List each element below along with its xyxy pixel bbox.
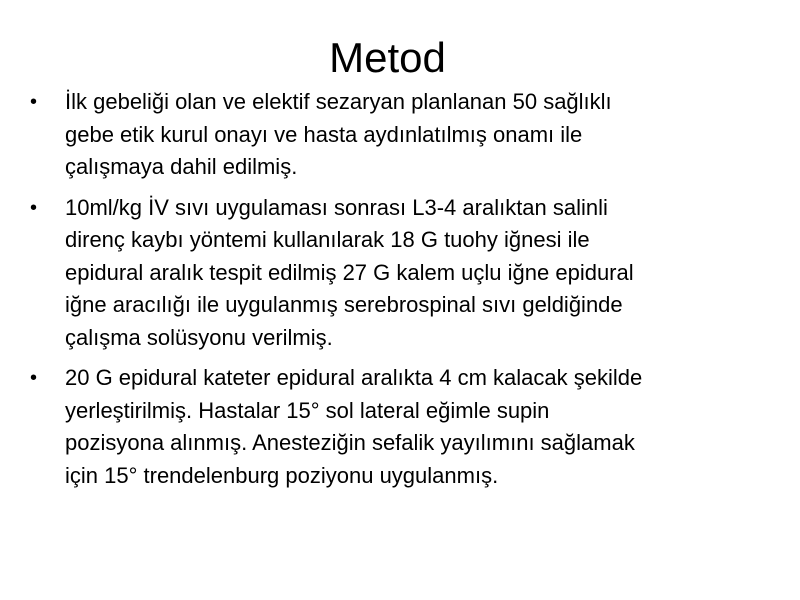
bullet-dot-icon: • — [30, 196, 38, 219]
bullet-item-2 — [30, 192, 780, 355]
bullet-line: çalışmaya dahil edilmiş. — [65, 154, 298, 179]
bullet-line: pozisyona alınmış. Anesteziğin sefalik yayılımını sağlamak — [65, 430, 635, 455]
slide-title: Metod — [329, 34, 446, 81]
bullet-dot-icon: • — [30, 91, 38, 113]
bullet-line: iğne aracılığı ile uygulanmış serebrospinal sıvı geldiğinde — [65, 292, 623, 317]
bullet-list — [30, 86, 780, 500]
bullet-item-3 — [30, 362, 780, 492]
bullet-item-1 — [30, 86, 780, 184]
bullet-line: gebe etik kurul onayı ve hasta aydınlatılmış onamı ile — [65, 121, 583, 147]
bullet-dot-icon: • — [30, 367, 38, 389]
bullet-line: 20 G epidural kateter epidural aralıkta 4 cm kalacak şekilde — [65, 365, 643, 390]
bullet-line: çalışma solüsyonu verilmiş. — [65, 324, 333, 350]
bullet-line: 10ml/kg İV sıvı uygulaması sonrası L3-4 aralıktan salinli — [65, 194, 608, 220]
bullet-line: epidural aralık tespit edilmiş 27 G kalem uçlu iğne epidural — [65, 259, 634, 285]
bullet-line: için 15° trendelenburg poziyonu uygulanmış. — [65, 462, 499, 488]
bullet-line: İlk gebeliği olan ve elektif sezaryan planlanan 50 sağlıklı — [65, 89, 612, 114]
bullet-line: yerleştirilmiş. Hastalar 15° sol lateral eğimle supin — [65, 397, 550, 423]
bullet-line: direnç kaybı yöntemi kullanılarak 18 G tuohy iğnesi ile — [65, 227, 590, 252]
